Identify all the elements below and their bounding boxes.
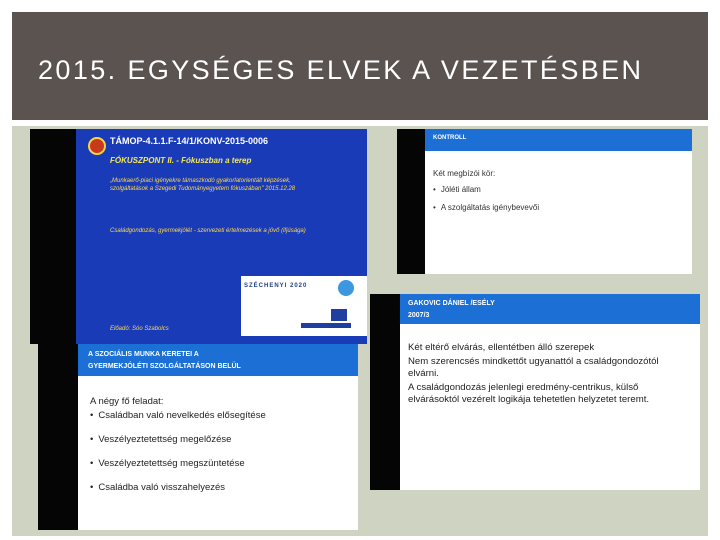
list-item: • Veszélyeztetettség megelőzése <box>90 434 266 446</box>
slide-gakovic-title: GAKOVIC DÁNIEL /ESÉLY 2007/3 <box>408 300 495 319</box>
eu-band <box>301 323 351 328</box>
slide-gakovic-body <box>408 342 668 408</box>
slide-kontroll-title: KONTROLL <box>433 135 467 141</box>
paragraph: Két eltérő elvárás, ellentétben álló szerepek <box>408 342 595 353</box>
list-item: • Családban való nevelkedés elősegítése <box>90 410 266 422</box>
page-title: 2015. EGYSÉGES ELVEK A VEZETÉSBEN <box>38 55 644 85</box>
list-item: • Jóléti állam <box>433 185 481 194</box>
list-item: • Családba való visszahelyezés <box>90 482 266 494</box>
slide-cover-text1: „Munkaerő-piaci igényekre támaszkodó gyakorlatorientált képzések, szolgáltatások a Szegedi Tudományegyetem fókuszában" 2015.12.28 <box>110 178 296 192</box>
slide-gakovic <box>370 294 700 490</box>
slide-cover <box>30 129 367 344</box>
slide-szocialis-title: A SZOCIÁLIS MUNKA KERETEI A GYERMEKJÓLÉTI SZOLGÁLTATÁSON BELÜL <box>88 351 241 370</box>
paragraph: A családgondozás jelenlegi eredmény-centrikus, külső elvárásoktól vezérelt logikája tehetetlen helyzetet teremt. <box>408 382 650 405</box>
crest-icon <box>88 137 106 155</box>
list-item: • Veszélyeztetettség megszüntetése <box>90 458 266 470</box>
slide-kontroll <box>397 129 692 274</box>
slide-kontroll-band <box>425 129 692 151</box>
list-item: • A szolgáltatás igénybevevői <box>433 203 539 212</box>
slide-cover-text2: Családgondozás, gyermekjólét - szervezeti értelmezések a jövő (ifjúsága) <box>110 228 306 234</box>
slide-cover-header: TÁMOP-4.1.1.F-14/1/KONV-2015-0006 <box>110 136 269 146</box>
slide-gakovic-band <box>400 294 700 324</box>
brand-label: SZÉCHENYI 2020 <box>244 283 308 289</box>
slide-cover-subtitle: FÓKUSZPONT II. - Fókuszban a terep <box>110 156 252 165</box>
slide-szocialis <box>38 344 358 530</box>
slide-szocialis-band <box>78 344 358 376</box>
paragraph: Nem szerencsés mindkettőt ugyanattól a családgondozótól elvárni. <box>408 356 659 379</box>
eu-flag-icon <box>331 309 347 321</box>
brand-circle-icon <box>338 280 354 296</box>
slide-szocialis-list <box>90 410 266 506</box>
slide-cover-author: Előadó: Sóo Szabolcs <box>110 326 169 332</box>
slide-szocialis-label: A négy fő feladat: <box>90 396 164 407</box>
slide-kontroll-label: Két megbízói kör: <box>433 169 496 178</box>
